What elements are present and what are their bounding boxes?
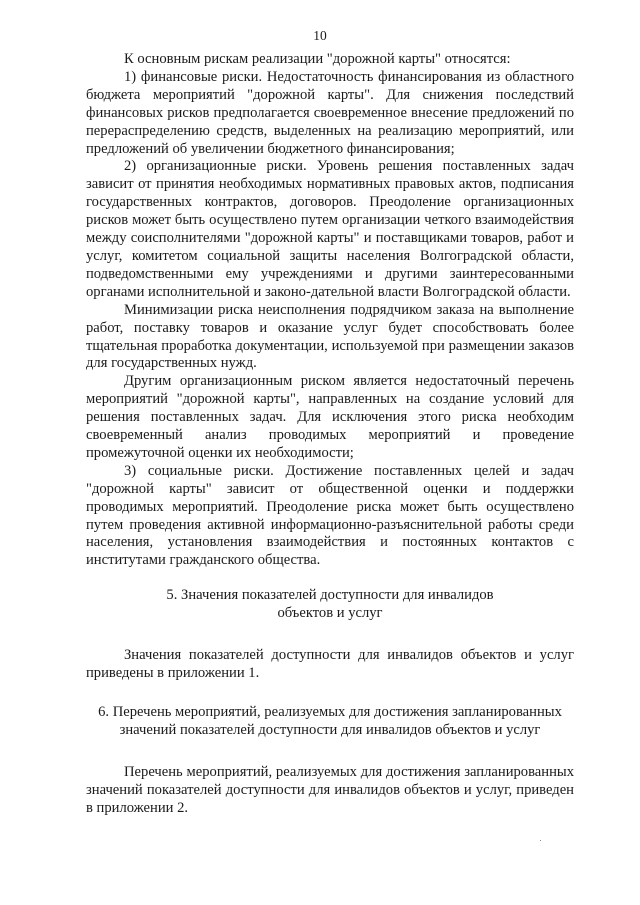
- section-6-heading: [86, 704, 574, 740]
- section-6-heading-line-2: значений показателей доступности для инвалидов объектов и услуг: [119, 721, 541, 738]
- section-6-heading-line-1: 6. Перечень мероприятий, реализуемых для достижения запланированных: [98, 703, 562, 720]
- section-6-text: Перечень мероприятий, реализуемых для достижения запланированных значений показателей доступности для инвалидов объектов и услуг, приведен в приложении 2.: [86, 763, 574, 816]
- insufficient-list-risk-paragraph: Другим организационным риском является недостаточный перечень мероприятий "дорожной карты", направленных на создание условий для решения поставленных задач. Для исключения этого риска необходим своевременный анализ проводимых мероприятий и проведение промежуточной оценки их необходимости;: [86, 373, 574, 461]
- risks-intro-paragraph: К основным рискам реализации "дорожной карты" относятся:: [124, 51, 511, 67]
- organizational-risks-paragraph: 2) организационные риски. Уровень решения поставленных задач зависит от принятия необходимых нормативных правовых актов, подписания государственных контрактов, договоров. Преодоление организационных рисков может быть осуществлено путем организации четкого взаимодействия между соисполнителями "дорожной карты" и поставщиками товаров, работ и услуг, комитетом социальной защиты населения Волгоградской области, подведомственными ему учреждениями и другими заинтересованными органами исполнительной и законо-дательной власти Волгоградской области.: [86, 158, 574, 300]
- scan-speck: [540, 840, 541, 841]
- page-number: 10: [313, 28, 327, 43]
- section-5-heading: [86, 587, 574, 623]
- document-body: [86, 51, 574, 817]
- section-5-heading-line-1: 5. Значения показателей доступности для инвалидов: [166, 587, 494, 604]
- financial-risks-paragraph: 1) финансовые риски. Недостаточность финансирования из областного бюджета мероприятий "дорожной карты". Для снижения последствий финансовых рисков предполагается своевременное внесение предложений по перераспределению средств, выделенных на реализацию мероприятий, или предложений об увеличении бюджетного финансирования;: [86, 68, 574, 157]
- contractor-risk-paragraph: Минимизации риска неисполнения подрядчиком заказа на выполнение работ, поставку товаров и оказание услуг будет способствовать более тщательная проработка документации, используемой при размещении заказов для государственных нужд.: [86, 301, 574, 372]
- section-5-heading-line-2: объектов и услуг: [277, 605, 383, 622]
- section-5-text: Значения показателей доступности для инвалидов объектов и услуг приведены в приложении 1.: [86, 647, 574, 681]
- social-risks-paragraph: 3) социальные риски. Достижение поставленных целей и задач "дорожной карты" зависит от общественной оценки и поддержки проводимых мероприятий. Преодоление риска может быть осуществлено путем проведения активной информационно-разъяснительной работы среди населения, установления взаимодействия и постоянных контактов с институтами гражданского общества.: [86, 462, 574, 569]
